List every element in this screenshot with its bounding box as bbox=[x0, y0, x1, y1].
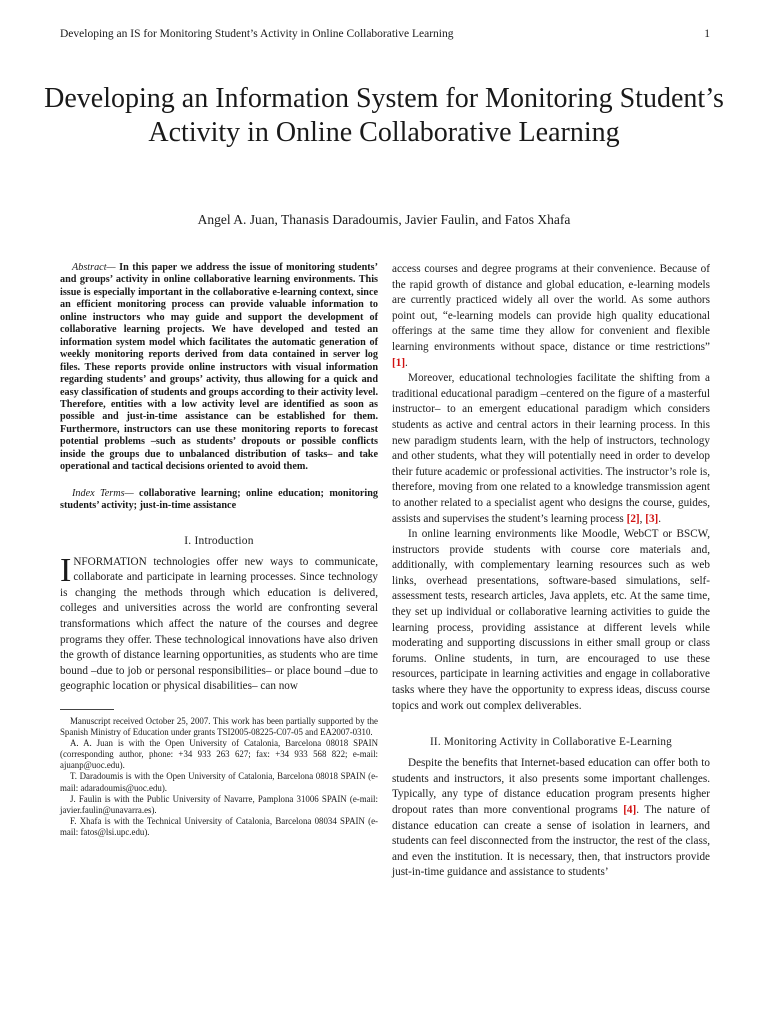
running-title: Developing an IS for Monitoring Student’s Activity in Online Collaborative Learning bbox=[60, 28, 454, 40]
body-paragraph bbox=[392, 756, 710, 881]
footnote: J. Faulin is with the Public University of Navarre, Pamplona 31006 SPAIN (e-mail: javier.faulin@unavarra.es). bbox=[60, 793, 378, 815]
running-header bbox=[60, 28, 710, 44]
punctuation: . bbox=[405, 356, 408, 369]
citation-link[interactable]: [2] bbox=[626, 512, 640, 525]
punctuation: . bbox=[658, 512, 662, 525]
author-list: Angel A. Juan, Thanasis Daradoumis, Javier Faulin, and Fatos Xhafa bbox=[197, 212, 571, 227]
footnote: A. A. Juan is with the Open University of Catalonia, Barcelona 08018 SPAIN (corresponding author, phone: +34 933 263 627; fax: +34 933 568 822; e-mail: ajuanp@uoc.edu). bbox=[60, 738, 378, 771]
paragraph-text: Despite the benefits that Internet-based education can offer both to students and instructors, it also presents some important challenges. Typically, any type of distance education program presents higher dropout rates than more conventional programs bbox=[392, 757, 710, 816]
footnote-divider bbox=[60, 709, 114, 710]
citation-link[interactable]: [1] bbox=[392, 356, 406, 369]
page-number: 1 bbox=[704, 28, 710, 40]
abstract-text: In this paper we address the issue of monitoring students’ and groups’ activity in online collaborative learning environments. This issue is especially important in the collaborative e-learning context, since an efficient monitoring process can provide valuable information to online instructors who may guide and support the development of collaborative learning projects. We have developed and tested an information system model which facilitates the automatic generation of weekly monitoring reports derived from data contained in server log files. These reports provide online instructors with visual information regarding students’ and groups’ activity, thus allowing for a quick and easy classification of students and groups according to their activity level. Therefore, entities with a low activity level are identified as soon as possible and just-in-time assistance can be established for them. Furthermore, instructors can use these monitoring reports to forecast potential problems –such as students’ dropouts or possible conflicts inside the groups due to unbalanced distribution of tasks– and take operational and tactical decisions oriented to avoid them. bbox=[60, 262, 378, 473]
abstract-label: Abstract— bbox=[72, 262, 116, 273]
index-terms-text: collaborative learning; online education; monitoring students’ activity; just-in-time assistance bbox=[60, 487, 378, 512]
citation-link[interactable]: [4] bbox=[623, 804, 637, 816]
footnote: T. Daradoumis is with the Open University of Catalonia, Barcelona 08018 SPAIN (e-mail: adaradoumis@uoc.edu). bbox=[60, 771, 378, 793]
index-terms-label: Index Terms— bbox=[72, 487, 134, 499]
left-column bbox=[60, 262, 378, 838]
body-paragraph: In online learning environments like Moodle, WebCT or BSCW, instructors provide students with course core materials and, additionally, with complementary learning resources such as web links, overhead presentations, software-based simulations, self-assessment tests, research articles, Java applets, etc. At the same time, they set up individual or collaborative learning activities to guide the learning process, providing assistance at different levels while moderating and supporting discussions in either small group or class forums. Online students, in turn, are encouraged to use these resources, participate in learning activities and engage in collaborative tasks where they have the opportunity to express ideas, discuss course topics and work out complex deliverables. bbox=[392, 528, 710, 712]
citation-link[interactable]: [3] bbox=[645, 512, 659, 525]
paragraph-text: Moreover, educational technologies facilitate the shifting from a traditional educational paradigm –centered on the figure of a masterful instructor– to an emergent educational paradigm which considers students as active and central actors in their learning process. In this new paradigm students learn, with the help of instructors, technology and other students, what they will potentially need in order to develop their future academic or professional activities. The instructor’s role is, therefore, moving from one related to a knowledge transmission agent to another related to a specialist agent who designs the course, guides, assists and supervises the student’s learning process bbox=[392, 372, 710, 525]
abstract bbox=[60, 262, 378, 474]
section-heading-introduction: I. Introduction bbox=[184, 534, 254, 547]
section-heading-monitoring: II. Monitoring Activity in Collaborative E-Learning bbox=[430, 736, 672, 749]
paper-title: Developing an Information System for Monitoring Student’s Activity in Online Collaborative Learning bbox=[44, 83, 724, 148]
body-paragraph bbox=[392, 262, 710, 371]
index-terms bbox=[60, 488, 378, 513]
footnotes bbox=[60, 716, 378, 838]
right-column bbox=[392, 262, 710, 881]
footnote: F. Xhafa is with the Technical University of Catalonia, Barcelona 08034 SPAIN (e-mail: fatos@lsi.upc.edu). bbox=[60, 815, 378, 837]
punctuation: , bbox=[639, 512, 646, 525]
introduction-paragraph bbox=[60, 551, 378, 695]
paragraph-text: . The nature of distance education can create a sense of isolation in learners, and students can feel disconnected from the instructor, the rest of the class, and even the institution. It is necessary, then, that instructors provide just-in-time guidance and assistance to students’ bbox=[392, 804, 710, 879]
introduction-text: NFORMATION technologies offer new ways to communicate, collaborate and participate in learning processes. Since technology is changing the methods through which education is delivered, colleges and universities across the world are confronting several transformations which affect the nature of the courses and degree programs they offer. These technological innovations have also driven the growth of distance learning opportunities, as students who are time bound –due to job or personal responsibilities– or place bound –due to geographic location or physical disabilities– can now bbox=[60, 555, 378, 693]
footnote: Manuscript received October 25, 2007. This work has been partially supported by the Spanish Ministry of Education under grants TSI2005-08225-C07-05 and EA2007-0310. bbox=[60, 715, 378, 738]
paragraph-text: access courses and degree programs at their convenience. Because of the rapid growth of distance and global education, e-learning models are currently practiced widely all over the world. As some authors point out, “e-learning models can provide high quality educational offerings at the same time they allow for convenient and flexible learning environments without space, distance or time restrictions” bbox=[392, 263, 710, 353]
body-paragraph bbox=[392, 371, 710, 527]
drop-cap: I bbox=[60, 551, 72, 589]
